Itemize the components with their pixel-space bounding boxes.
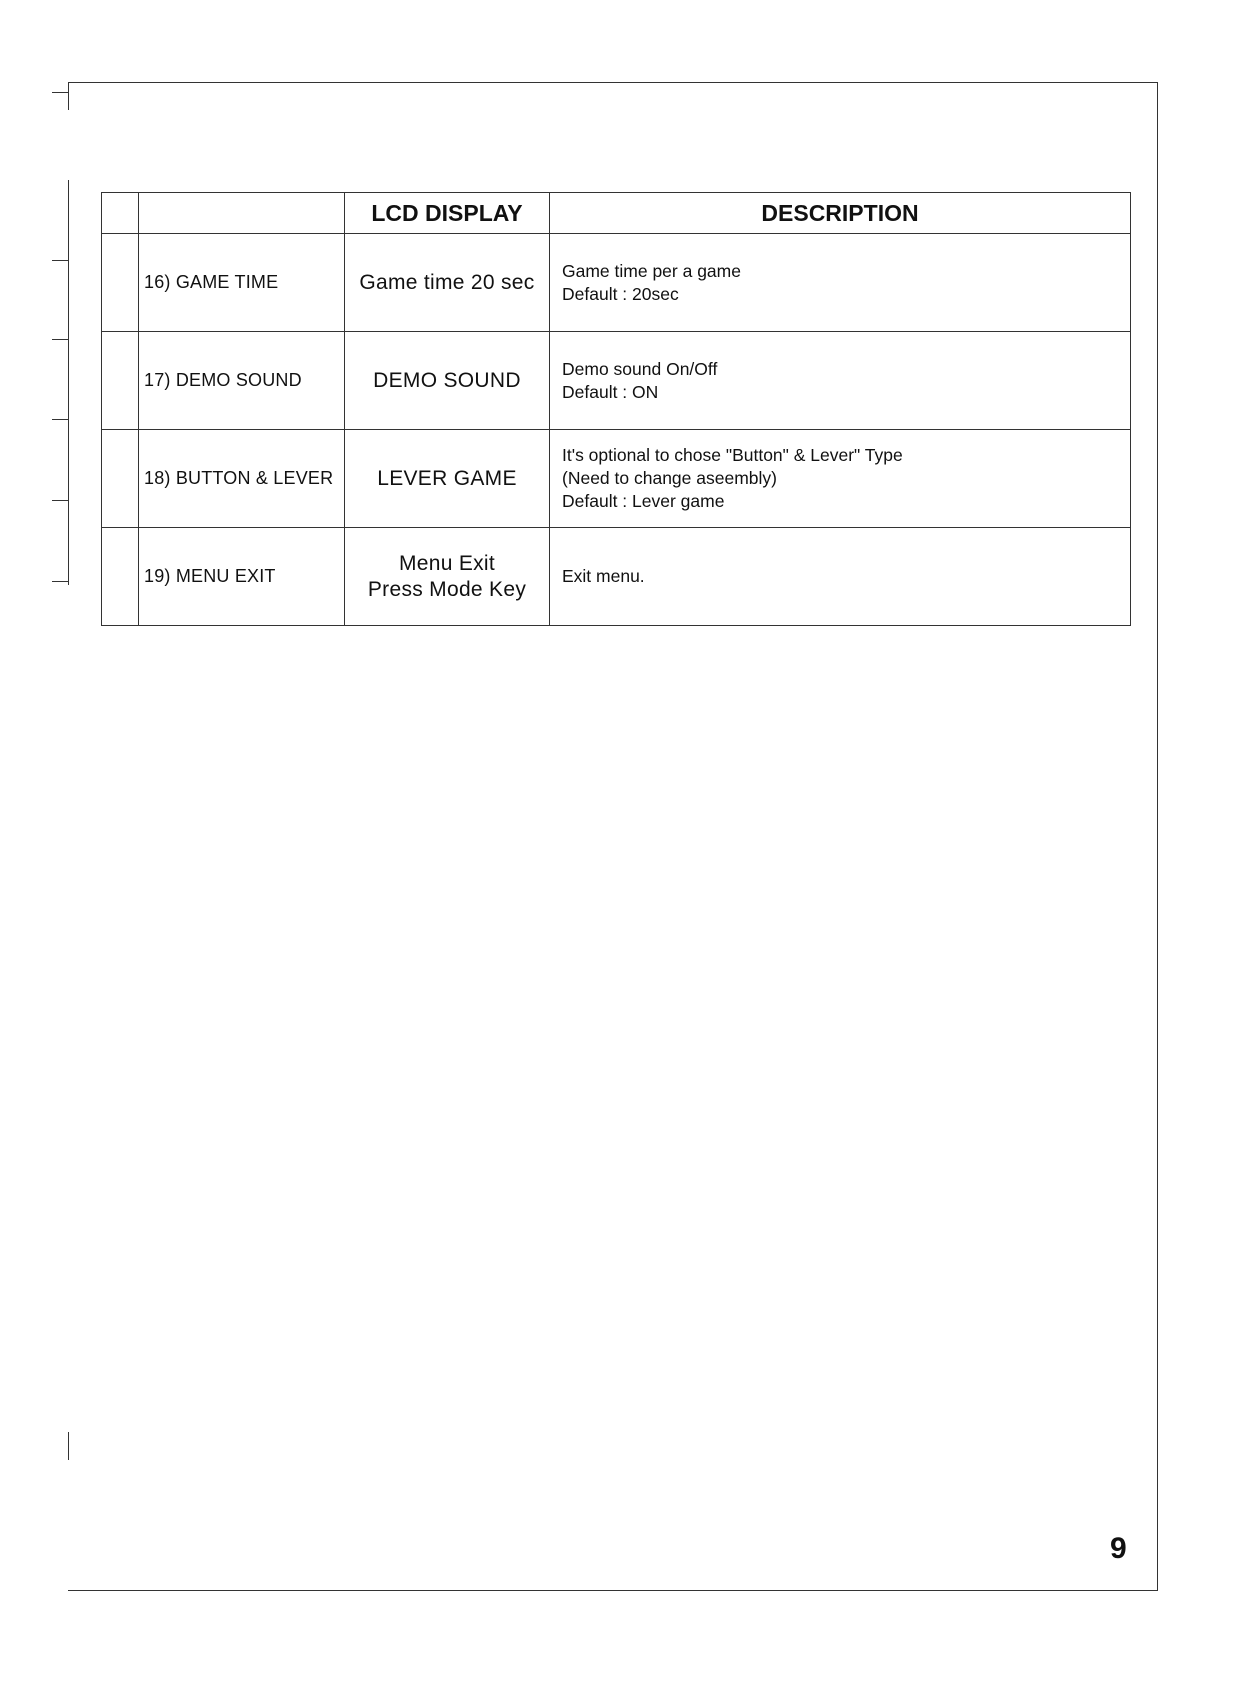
lcd-display-cell — [345, 528, 550, 626]
description-cell — [550, 528, 1131, 626]
table-header-row — [102, 193, 1131, 234]
margin-tick — [52, 92, 68, 93]
margin-tick — [52, 339, 68, 340]
description-line: It's optional to chose "Button" & Lever" Type — [562, 445, 903, 465]
header-description: DESCRIPTION — [550, 193, 1131, 234]
margin-tick — [52, 500, 68, 501]
margin-tick — [52, 581, 68, 582]
page-frame-top — [68, 82, 1158, 83]
table-row — [102, 528, 1131, 626]
item-label: 18) BUTTON & LEVER — [139, 430, 345, 528]
header-item-cell — [139, 193, 345, 234]
item-label: 17) DEMO SOUND — [139, 332, 345, 430]
menu-settings-table — [101, 192, 1131, 626]
item-label: 19) MENU EXIT — [139, 528, 345, 626]
lcd-text: DEMO SOUND — [373, 368, 521, 392]
description-cell — [550, 430, 1131, 528]
lcd-display-cell — [345, 430, 550, 528]
lcd-text: Press Mode Key — [367, 577, 527, 601]
blank-cell — [102, 528, 139, 626]
margin-tick — [52, 260, 68, 261]
blank-cell — [102, 430, 139, 528]
description-line: (Need to change aseembly) — [562, 468, 777, 488]
table-row — [102, 430, 1131, 528]
description-cell — [550, 234, 1131, 332]
description-line: Demo sound On/Off — [562, 358, 718, 379]
page-number: 9 — [1110, 1532, 1127, 1565]
lcd-display-cell — [345, 332, 550, 430]
page-frame-left-low — [68, 1432, 69, 1460]
lcd-text: Game time 20 sec — [359, 270, 535, 294]
description-line: Exit menu. — [562, 566, 645, 586]
description-line: Default : 20sec — [562, 283, 679, 304]
blank-cell — [102, 332, 139, 430]
blank-cell — [102, 234, 139, 332]
lcd-display-cell — [345, 234, 550, 332]
description-cell — [550, 332, 1131, 430]
page-frame-left-mid — [68, 180, 69, 585]
header-lcd-display: LCD DISPLAY — [345, 193, 550, 234]
page-frame-right — [1157, 82, 1158, 1590]
lcd-text: LEVER GAME — [377, 466, 517, 490]
page-frame-left-top — [68, 82, 69, 110]
description-line: Default : ON — [562, 381, 659, 402]
margin-tick — [52, 419, 68, 420]
table-row — [102, 234, 1131, 332]
description-line: Game time per a game — [562, 260, 741, 281]
page-frame-bottom — [68, 1590, 1158, 1591]
item-label: 16) GAME TIME — [139, 234, 345, 332]
description-line: Default : Lever game — [562, 491, 725, 511]
header-blank-cell — [102, 193, 139, 234]
lcd-text: Menu Exit — [398, 551, 496, 575]
table-row — [102, 332, 1131, 430]
